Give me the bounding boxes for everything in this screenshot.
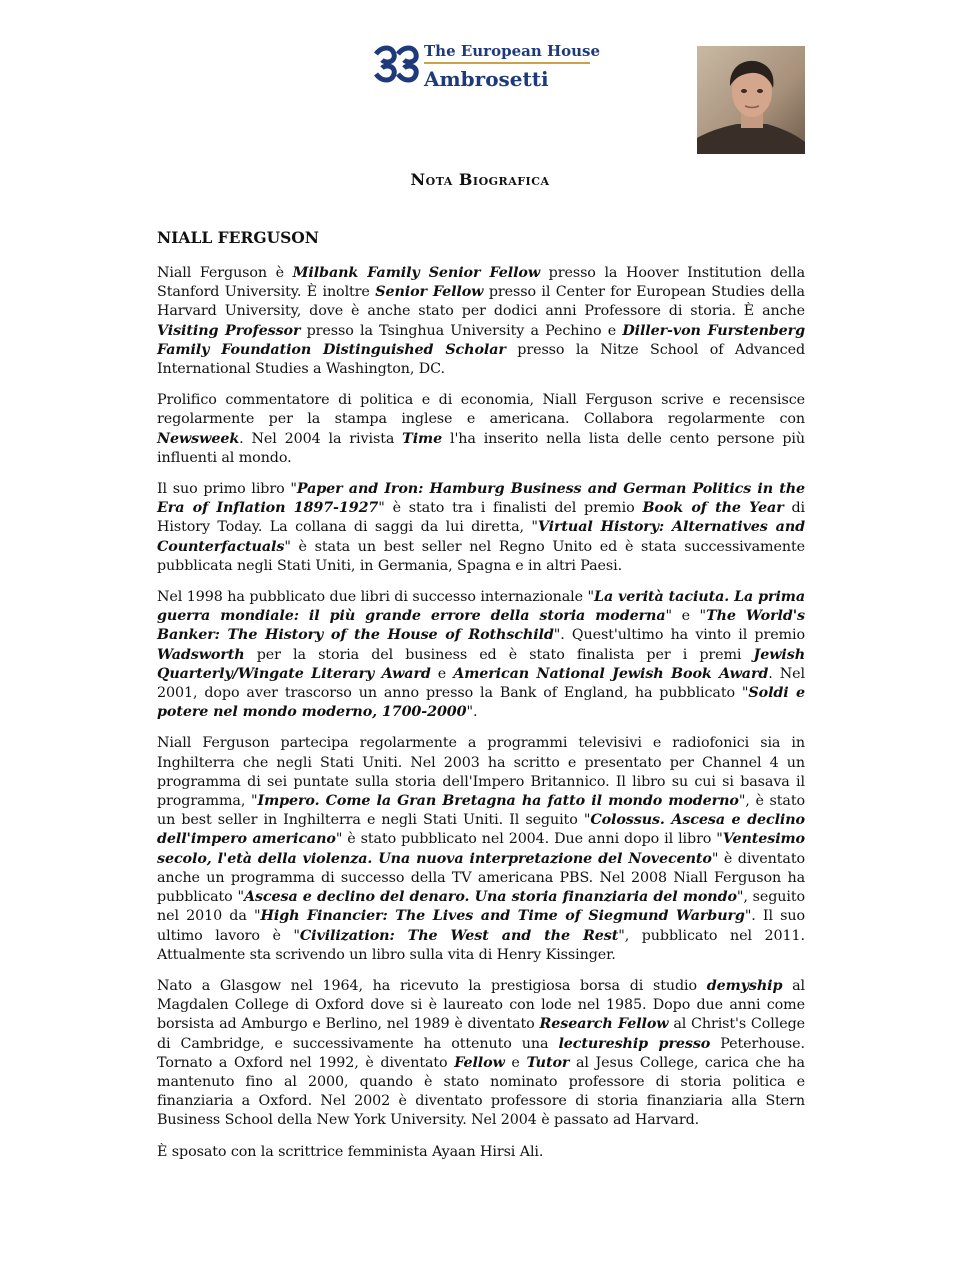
- bio-paragraph: Nato a Glasgow nel 1964, ha ricevuto la prestigiosa borsa di studio demyship al Magdalen College di Oxford dove si è laureato con lode nel 1985. Dopo due anni come borsista ad Amburgo e Berlino, nel 1989 è diventato Research Fellow al Christ's College di Cambridge, e successivamente ha ottenuto una lectureship presso Peterhouse. Tornato a Oxford nel 1992, è diventato Fellow e Tutor al Jesus College, carica che ha mantenuto fino al 2000, quando è stato nominato professore di storia politica e finanziaria a Oxford. Nel 2002 è diventato professore di storia finanziaria alla Stern Business School della New York University. Nel 2004 è passato ad Harvard.: [157, 977, 806, 1129]
- person-name: NIALL FERGUSON: [157, 228, 319, 247]
- page-title: Nota Biografica: [410, 170, 550, 189]
- portrait-photo: [697, 46, 805, 154]
- logo-line-1: The European House: [424, 42, 601, 60]
- bio-paragraph: Prolifico commentatore di politica e di economia, Niall Ferguson scrive e recensisce regolarmente per la stampa inglese e americana. Collabora regolarmente con Newsweek. Nel 2004 la rivista Time l'ha inserito nella lista delle cento persone più influenti al mondo.: [157, 392, 805, 466]
- logo-line-2: Ambrosetti: [424, 67, 549, 91]
- logo-rule: [424, 62, 590, 64]
- company-logo: [372, 40, 602, 96]
- bio-paragraph: È sposato con la scrittrice femminista Ayaan Hirsi Ali.: [157, 1143, 544, 1160]
- bio-paragraph: Nel 1998 ha pubblicato due libri di successo internazionale "La verità taciuta. La prima guerra mondiale: il più grande errore della storia moderna" e "The World's Banker: The History of the House of Rothschild". Quest'ultimo ha vinto il premio Wadsworth per la storia del business ed è stato finalista per i premi Jewish Quarterly/Wingate Literary Award e American National Jewish Book Award. Nel 2001, dopo aver trascorso un anno presso la Bank of England, ha pubblicato "Soldi e potere nel mondo moderno, 1700-2000".: [157, 589, 806, 721]
- bio-paragraph: Il suo primo libro "Paper and Iron: Hamburg Business and German Politics in the Era of Inflation 1897-1927" è stato tra i finalisti del premio Book of the Year di History Today. La collana di saggi da lui diretta, "Virtual History: Alternatives and Counterfactuals" è stata un best seller nel Regno Unito ed è stata successivamente pubblicata negli Stati Uniti, in Germania, Spagna e in altri Paesi.: [157, 481, 806, 574]
- bio-paragraph: Niall Ferguson partecipa regolarmente a programmi televisivi e radiofonici sia in Inghilterra che negli Stati Uniti. Nel 2003 ha scritto e presentato per Channel 4 un programma di sei puntate sulla storia dell'Impero Britannico. Il libro su cui si basava il programma, "Impero. Come la Gran Bretagna ha fatto il mondo moderno", è stato un best seller in Inghilterra e negli Stati Uniti. Il seguito "Colossus. Ascesa e declino dell'impero americano" è stato pubblicato nel 2004. Due anni dopo il libro "Ventesimo secolo, l'età della violenza. Una nuova interpretazione del Novecento" è diventato anche un programma di successo della TV americana PBS. Nel 2008 Niall Ferguson ha pubblicato "Ascesa e declino del denaro. Una storia finanziaria del mondo", seguito nel 2010 da "High Financier: The Lives and Time of Siegmund Warburg". Il suo ultimo lavoro è "Civilization: The West and the Rest", pubblicato nel 2011. Attualmente sta scrivendo un libro sulla vita di Henry Kissinger.: [157, 735, 805, 963]
- logo-mark-icon: [372, 44, 420, 84]
- bio-paragraph: Niall Ferguson è Milbank Family Senior Fellow presso la Hoover Institution della Stanford University. È inoltre Senior Fellow presso il Center for European Studies della Harvard University, dove è anche stato per dodici anni Professore di storia. È anche Visiting Professor presso la Tsinghua University a Pechino e Diller-von Furstenberg Family Foundation Distinguished Scholar presso la Nitze School of Advanced International Studies a Washington, DC.: [157, 265, 805, 378]
- biography-body: [157, 264, 805, 1174]
